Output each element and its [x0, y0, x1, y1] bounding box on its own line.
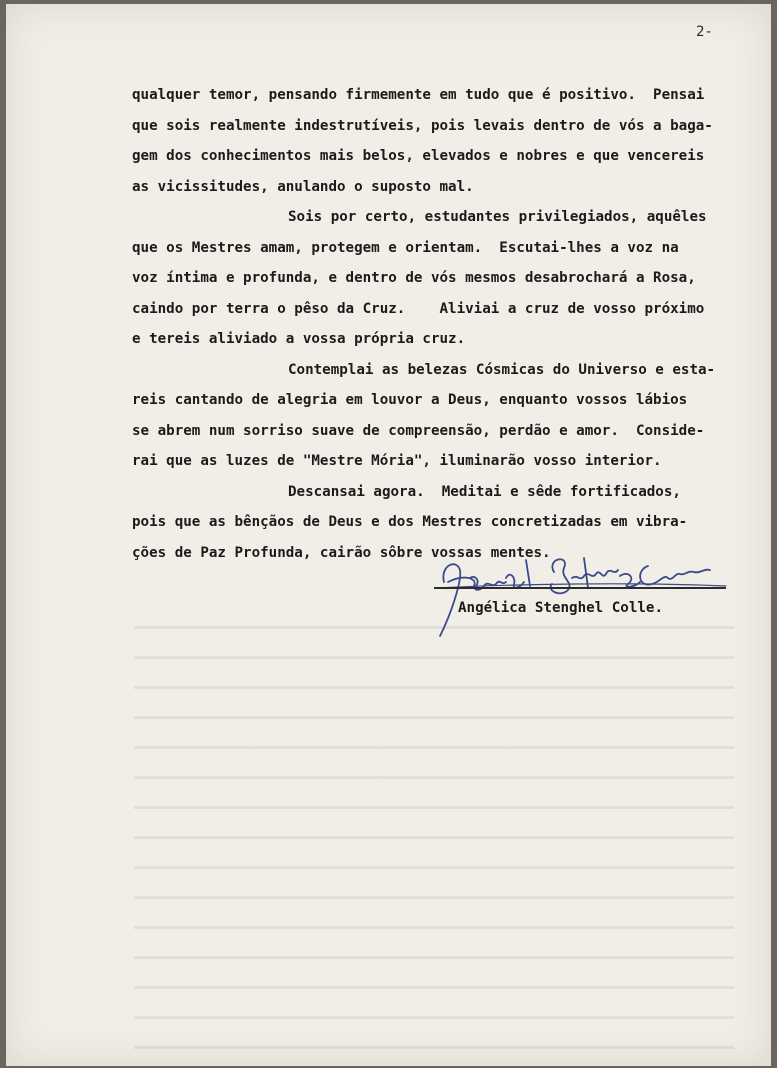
paragraph-start-line: Contemplai as belezas Cósmicas do Universo e esta- — [288, 361, 716, 378]
paragraph-start-line: Descansai agora. Meditai e sêde fortificados, — [288, 483, 681, 500]
body-line: se abrem num sorriso suave de compreensão, perdão e amor. Conside- — [132, 422, 705, 439]
body-line: ções de Paz Profunda, cairão sôbre vossas mentes. — [132, 544, 551, 561]
paragraph-start-line: Sois por certo, estudantes privilegiados, aquêles — [288, 209, 707, 225]
handwritten-signature — [434, 552, 734, 642]
body-line: caindo por terra o pêso da Cruz. Aliviai a cruz de vosso próximo — [132, 300, 705, 317]
body-line: e tereis aliviado a vossa própria cruz. — [132, 331, 466, 347]
body-line: que sois realmente indestrutíveis, pois levais dentro de vós a baga- — [132, 117, 713, 134]
letter-body — [132, 80, 752, 568]
body-line: as vicissitudes, anulando o suposto mal. — [132, 178, 474, 195]
signature-line — [434, 587, 726, 589]
body-line: gem dos conhecimentos mais belos, elevados e nobres e que vencereis — [132, 148, 705, 164]
body-line: reis cantando de alegria em louvor a Deus, enquanto vossos lábios — [132, 392, 688, 408]
body-line: pois que as bênçãos de Deus e dos Mestres concretizadas em vibra- — [132, 514, 688, 530]
body-line: que os Mestres amam, protegem e orientam. Escutai-lhes a voz na — [132, 239, 679, 256]
body-line: qualquer temor, pensando firmemente em tudo que é positivo. Pensai — [132, 87, 705, 103]
body-line: voz íntima e profunda, e dentro de vós mesmos desabrochará a Rosa, — [132, 270, 696, 286]
bleed-through-text — [134, 604, 734, 1054]
body-line: rai que as luzes de "Mestre Mória", iluminarão vosso interior. — [132, 453, 662, 469]
page-number: 2- — [696, 24, 713, 40]
document-page — [6, 4, 771, 1066]
signatory-name: Angélica Stenghel Colle. — [458, 600, 663, 616]
